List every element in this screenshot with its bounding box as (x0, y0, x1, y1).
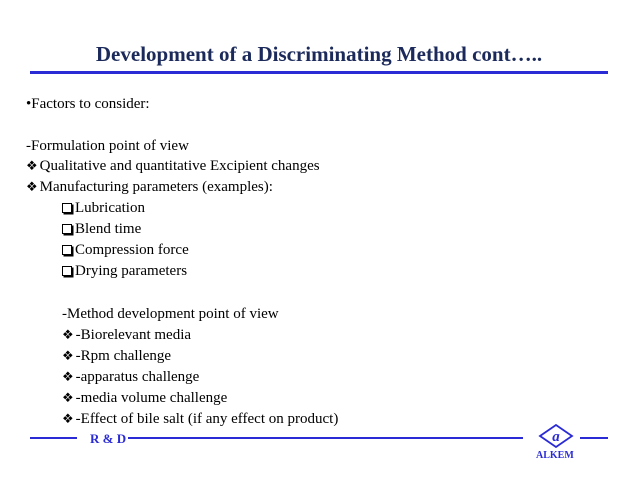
formulation-heading: -Formulation point of view (26, 138, 189, 154)
method-item-label: -media volume challenge (75, 390, 228, 406)
diamond-bullet-icon: ❖ (62, 327, 74, 342)
manufacturing-item-label: Lubrication (75, 200, 145, 216)
method-item-label: -apparatus challenge (75, 369, 200, 385)
diamond-bullet-icon: ❖ (62, 390, 74, 405)
method-item-label: -Effect of bile salt (if any effect on product) (75, 411, 339, 427)
method-item-label: -Rpm challenge (75, 348, 172, 364)
method-item (62, 389, 227, 407)
manufacturing-item-label: Blend time (75, 221, 142, 237)
footer-rule-center (128, 437, 523, 439)
slide-title: Development of a Discriminating Method cont….. (95, 42, 543, 66)
method-item (62, 347, 171, 365)
method-heading: -Method development point of view (62, 306, 279, 322)
manufacturing-item (62, 199, 145, 217)
formulation-item (26, 178, 273, 196)
checkbox-bullet-icon (62, 245, 72, 255)
checkbox-bullet-icon (62, 266, 72, 276)
diamond-bullet-icon: ❖ (62, 411, 74, 426)
footer-rule-left (30, 437, 77, 439)
method-item (62, 326, 191, 344)
method-item (62, 368, 199, 386)
checkbox-bullet-icon (62, 203, 72, 213)
manufacturing-item (62, 220, 141, 238)
manufacturing-item (62, 262, 187, 280)
method-item-label: -Biorelevant media (75, 327, 192, 343)
manufacturing-item (62, 241, 189, 259)
manufacturing-item-label: Drying parameters (75, 263, 188, 279)
title-underline (30, 71, 608, 74)
footer-rule-right (580, 437, 608, 439)
footer-brand: ALKEM (536, 450, 574, 461)
diamond-bullet-icon: ❖ (62, 348, 74, 363)
diamond-bullet-icon: ❖ (62, 369, 74, 384)
diamond-bullet-icon: ❖ (26, 179, 38, 194)
logo-letter: a (552, 429, 560, 445)
alkem-logo-icon (538, 424, 574, 448)
intro-text: •Factors to consider: (26, 96, 150, 112)
formulation-item-label: Qualitative and quantitative Excipient changes (39, 158, 320, 174)
formulation-item-label: Manufacturing parameters (examples): (39, 179, 273, 195)
method-item (62, 410, 338, 428)
footer-department: R & D (90, 431, 127, 446)
formulation-item (26, 157, 320, 175)
manufacturing-item-label: Compression force (75, 242, 189, 258)
diamond-bullet-icon: ❖ (26, 158, 38, 173)
checkbox-bullet-icon (62, 224, 72, 234)
